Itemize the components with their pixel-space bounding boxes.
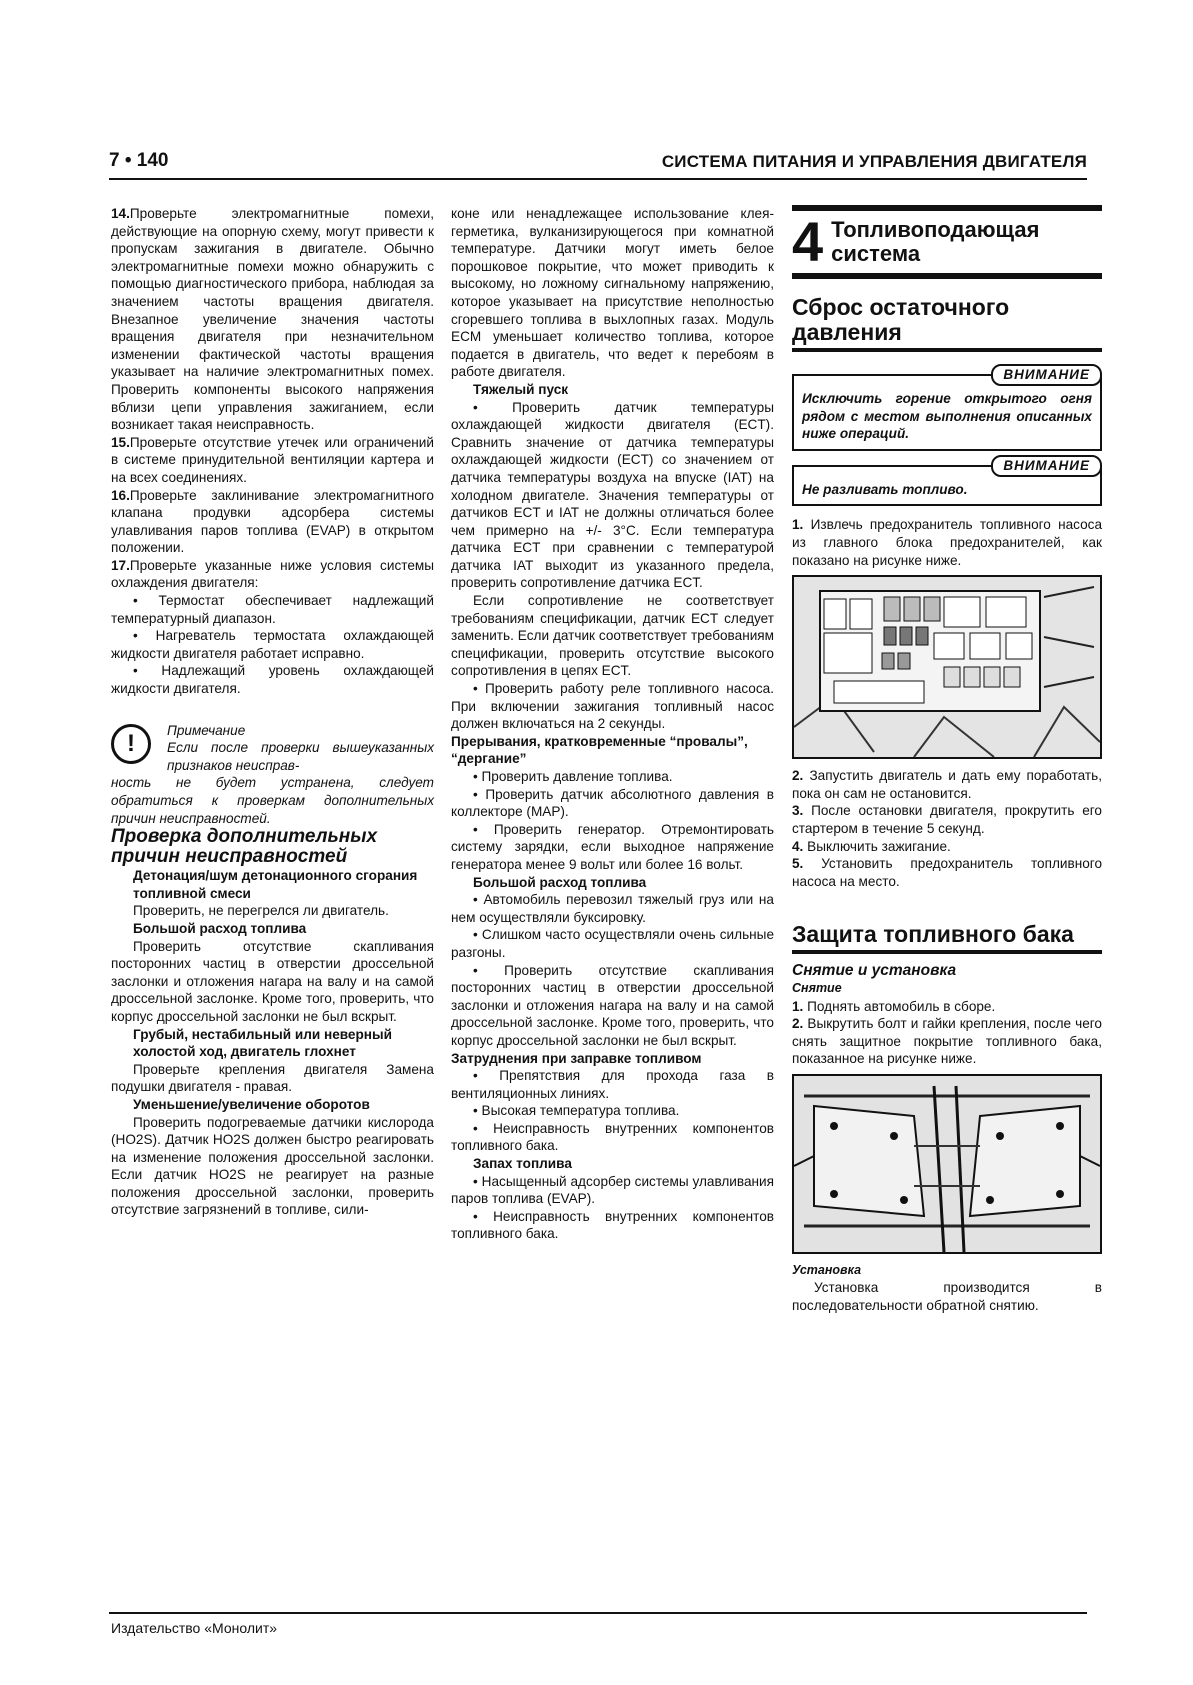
page-number: 7 • 140 xyxy=(109,150,169,171)
interruptions-generator: • Проверить генератор. Отремонтировать систему зарядки, если выходное напряжение генератора менее 9 вольт или более 16 вольт. xyxy=(451,821,774,872)
installation-text: Установка производится в последовательности обратной снятию. xyxy=(792,1280,1102,1314)
warning-label: ВНИМАНИЕ xyxy=(991,455,1102,477)
rpm-change-text: Проверить подогреваемые датчики кислорода (HO2S). Датчик HO2S должен быстро реагировать на изменение положения дроссельной заслонки. Если датчик HO2S не реагирует на разные положения дроссельной заслонки, проверить отсутствие загрязнений в топливе, сили- xyxy=(111,1114,434,1218)
warning-text-fire: Исключить горение открытого огня рядом с местом выполнения описанных ниже операций. xyxy=(802,391,1092,442)
rough-idle-title: Грубый, нестабильный или неверный холостой ход, двигатель глохнет xyxy=(133,1026,392,1060)
refuel-vent: • Препятствия для прохода газа в вентиляционных линиях. xyxy=(451,1068,774,1101)
additional-causes-heading: Проверка дополнительных причин неисправностей xyxy=(111,826,378,868)
item-14 xyxy=(111,205,434,434)
note-text-rest: ность не будет устранена, следует обратиться к проверкам дополнительных причин неисправностей. xyxy=(111,775,434,826)
step-5 xyxy=(792,855,1102,890)
warning-box-spill xyxy=(792,457,1102,507)
tank-shield-figure xyxy=(792,1074,1102,1254)
item-16-number: 16. xyxy=(111,487,130,503)
fuel-smell-evap: • Насыщенный адсорбер системы улавливания паров топлива (EVAP). xyxy=(451,1173,774,1207)
note-text xyxy=(111,739,434,827)
removal-step-1-number: 1. xyxy=(792,998,804,1014)
refuel-temperature: • Высокая температура топлива. xyxy=(473,1103,680,1119)
fuel-consumption-load: • Автомобиль перевозил тяжелый груз или на нем осуществляли буксировку. xyxy=(451,892,774,925)
step-5-number: 5. xyxy=(792,856,804,872)
removal-step-1 xyxy=(792,998,1102,1016)
hard-start-resistance: Если сопротивление не соответствует требованиям спецификации, датчик ECT следует заменить. Если датчик соответствует требованиям спецификации, проверить отсутствие высокого сопротивления в цепях ECT. xyxy=(451,593,774,679)
warning-text-spill: Не разливать топливо. xyxy=(802,481,968,497)
fuel-consumption-title: Большой расход топлива xyxy=(133,920,307,936)
item-17-text: Проверьте указанные ниже условия системы охлаждения двигателя: xyxy=(111,557,434,591)
step-1-number: 1. xyxy=(792,517,804,533)
header-rule xyxy=(109,178,1087,180)
step-3-text: После остановки двигателя, прокрутить его стартером в течение 5 секунд. xyxy=(792,803,1102,836)
interruptions-title: Прерывания, кратковременные “провалы”, “дергание” xyxy=(451,733,748,767)
detonation-text: Проверить, не перегрелся ли двигатель. xyxy=(133,903,389,919)
section-name: Топливоподающая система xyxy=(831,217,1040,266)
hard-start-ect: • Проверить датчик температуры охлаждающей жидкости двигателя (ECT). Сравнить значение от датчика температуры охлаждающей жидкости (ECT) со значением от датчика температуры воздуха на впуске (IAT) на холодном двигателе. Значения температуры от датчиков ECT и IAT не должны отличаться более чем примерно на +/- 3°C. Если температура датчика ECT при сравнении с температурой датчика IAT выходит из указанного предела, проверить сопротивление датчика ECT. xyxy=(451,399,774,591)
bullet-heater: • Нагреватель термостата охлаждающей жидкости двигателя работает исправно. xyxy=(111,628,434,661)
footer-rule xyxy=(109,1612,1087,1614)
heading-installation: Установка xyxy=(792,1262,862,1277)
warning-box-fire xyxy=(792,367,1102,451)
bullet-thermostat: • Термостат обеспечивает надлежащий температурный диапазон. xyxy=(111,593,434,626)
chapter-title: СИСТЕМА ПИТАНИЯ И УПРАВЛЕНИЯ ДВИГАТЕЛЯ xyxy=(661,152,1087,171)
removal-step-2-text: Выкрутить болт и гайки крепления, после чего снять защитное покрытие топливного бака, показанное на рисунке ниже. xyxy=(792,1016,1102,1067)
sensor-paragraph: коне или ненадлежащее использование клея-герметика, вулканизирующегося при комнатной температуре. Датчики могут иметь белое порошковое покрытие, что может приводить к высокому, но ложному сигнальному напряжению, которое указывает на присутствие неполностью сгоревшего топлива в выхлопных газах. Модуль ECM уменьшает количество топлива, которое подается в двигатель, что ведет к перебоям в работе двигателя. xyxy=(451,206,774,380)
removal-step-2-number: 2. xyxy=(792,1016,804,1032)
fuel-consumption-throttle: • Проверить отсутствие скапливания посторонних частиц в отверстии дроссельной заслонки и отложения нагара на валу и на самой дроссельной заслонке. Кроме того, проверить, что корпус дроссельной заслонки не был вскрыт. xyxy=(451,962,774,1048)
item-17 xyxy=(111,557,434,592)
rough-idle-text: Проверьте крепления двигателя Замена подушки двигателя - правая. xyxy=(111,1061,434,1095)
warning-label: ВНИМАНИЕ xyxy=(991,364,1102,386)
step-3-number: 3. xyxy=(792,803,804,819)
interruptions-map: • Проверить датчик абсолютного давления в коллекторе (MAP). xyxy=(451,786,774,820)
note-title: Примечание xyxy=(167,722,246,738)
column-1 xyxy=(111,205,434,1219)
note-block xyxy=(111,722,434,828)
note-text-first: Если после проверки вышеуказанных признаков неисправ- xyxy=(167,740,434,773)
heading-tank-protection: Защита топливного бака xyxy=(792,922,1102,954)
item-17-number: 17. xyxy=(111,557,130,573)
refuel-tank: • Неисправность внутренних компонентов топливного бака. xyxy=(451,1120,774,1154)
step-2-number: 2. xyxy=(792,768,804,784)
fuse-box-illustration xyxy=(794,577,1100,757)
item-14-text: Проверьте электромагнитные помехи, действующие на опорную схему, могут привести к пропускам зажигания в двигателе. Обычно электромагнитные помехи можно обнаружить с помощью диагностического прибора, наблюдая за значением частоты вращения двигателя. Внезапное увеличение значения частоты вращения двигателя при незначительном изменении фактической частоты вращения указывает на наличие электромагнитных помех. Проверить компоненты высокого напряжения вблизи цепи управления зажиганием, если возникает такая неисправность. xyxy=(111,206,434,433)
heading-pressure-release: Сброс остаточного давления xyxy=(792,295,1102,352)
removal-step-1-text: Поднять автомобиль в сборе. xyxy=(807,998,996,1014)
step-3 xyxy=(792,802,1102,837)
hard-start-title: Тяжелый пуск xyxy=(473,381,569,397)
item-16-text: Проверьте заклинивание электромагнитного клапана продувки адсорбера системы улавливания паров топлива (EVAP) в открытом положении. xyxy=(111,487,434,556)
publisher: Издательство «Монолит» xyxy=(111,1620,278,1636)
step-4-number: 4. xyxy=(792,838,804,854)
step-1-text: Извлечь предохранитель топливного насоса из главного блока предохранителей, как показано на рисунке ниже. xyxy=(792,517,1102,568)
exclamation-icon: ! xyxy=(111,724,151,764)
step-4-text: Выключить зажигание. xyxy=(807,838,951,854)
heading-removal-installation: Снятие и установка xyxy=(792,962,957,980)
step-4 xyxy=(792,838,1102,856)
item-15 xyxy=(111,434,434,487)
step-2 xyxy=(792,767,1102,802)
fuel-consumption-title-2: Большой расход топлива xyxy=(473,874,647,890)
detonation-title: Детонация/шум детонационного сгорания топливной смеси xyxy=(133,868,418,901)
step-5-text: Установить предохранитель топливного насоса на место. xyxy=(792,856,1103,889)
column-3 xyxy=(792,205,1102,1315)
column-2 xyxy=(451,205,774,1243)
item-15-number: 15. xyxy=(111,434,130,450)
fuse-box-figure xyxy=(792,575,1102,759)
fuel-smell-tank: • Неисправность внутренних компонентов топливного бака. xyxy=(451,1208,774,1242)
step-2-text: Запустить двигатель и дать ему поработать, пока он сам не остановится. xyxy=(792,768,1102,801)
item-15-text: Проверьте отсутствие утечек или ограничений в системе принудительной вентиляции картера и на всех соединениях. xyxy=(111,434,434,485)
hard-start-relay: • Проверить работу реле топливного насоса. При включении зажигания топливный насос должен включаться на 2 секунды. xyxy=(451,681,774,732)
refuel-difficulty-title: Затруднения при заправке топливом xyxy=(451,1050,702,1066)
fuel-smell-title: Запах топлива xyxy=(473,1156,572,1172)
interruptions-pressure: • Проверить давление топлива. xyxy=(473,769,673,784)
bullet-coolant-level: • Надлежащий уровень охлаждающей жидкости двигателя. xyxy=(111,663,434,697)
rpm-change-title: Уменьшение/увеличение оборотов xyxy=(133,1096,370,1112)
tank-shield-illustration xyxy=(794,1076,1100,1252)
removal-step-2 xyxy=(792,1015,1102,1068)
heading-removal: Снятие xyxy=(792,980,842,995)
section-header xyxy=(792,205,1102,279)
item-14-number: 14. xyxy=(111,206,130,221)
item-16 xyxy=(111,487,434,557)
fuel-consumption-text: Проверить отсутствие скапливания посторонних частиц в отверстии дроссельной заслонки и отложения нагара на валу и на самой дроссельной заслонке. Кроме того, проверить, что корпус дроссельной заслонки не был вскрыт. xyxy=(111,938,434,1024)
fuel-consumption-acceleration: • Слишком часто осуществляли очень сильные разгоны. xyxy=(451,927,774,960)
step-1 xyxy=(792,516,1102,569)
section-number: 4 xyxy=(792,210,824,273)
